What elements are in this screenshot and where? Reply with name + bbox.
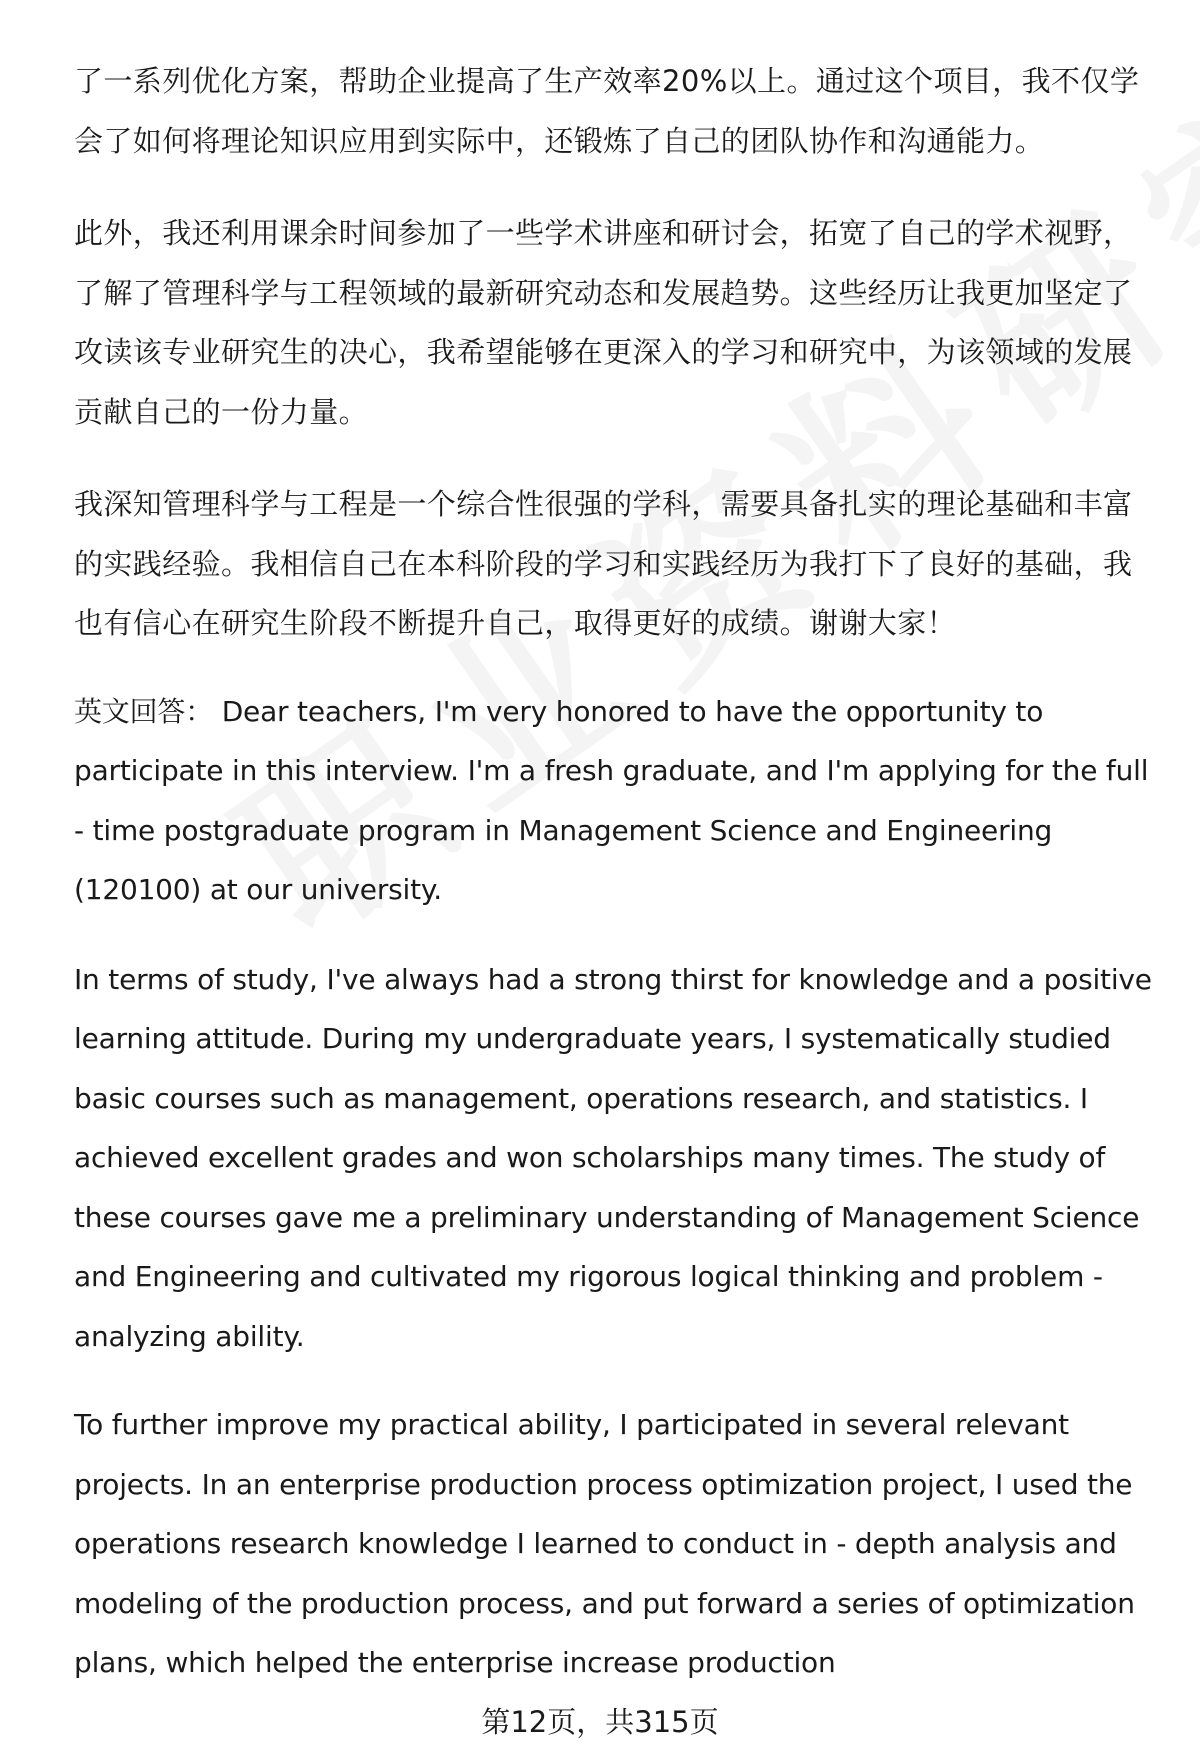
paragraph-4: 英文回答： Dear teachers, I'm very honored to have the opportunity to participate in this interview. I'm a fresh graduate, and I'm applying for the full - time postgraduate program in Management Science and Engineering (120100) at our university. xyxy=(74,694,1149,906)
paragraph-1: 了一系列优化方案，帮助企业提高了生产效率20%以上。通过这个项目，我不仅学会了如何将理论知识应用到实际中，还锻炼了自己的团队协作和沟通能力。 xyxy=(74,64,1140,158)
paragraph-5: In terms of study, I've always had a strong thirst for knowledge and a positive learning attitude. During my undergraduate years, I systematically studied basic courses such as management, operations research, and statistics. I achieved excellent grades and won scholarships many times. The study of these courses gave me a preliminary understanding of Management Science and Engineering and cultivated my rigorous logical thinking and problem - analyzing ability. xyxy=(74,962,1152,1353)
paragraph-6: To further improve my practical ability, I participated in several relevant projects. In an enterprise production process optimization project, I used the operations research knowledge I learned to conduct in - depth analysis and modeling of the production process, and put forward a series of optimization plans, which helped the enterprise increase production xyxy=(74,1408,1135,1679)
paragraph-2: 此外，我还利用课余时间参加了一些学术讲座和研讨会，拓宽了自己的学术视野，了解了管理科学与工程领域的最新研究动态和发展趋势。这些经历让我更加坚定了攻读该专业研究生的决心，我希望能够在更深入的学习和研究中，为该领域的发展贡献自己的一份力量。 xyxy=(74,216,1133,429)
page-number-footer: 第12页，共315页 xyxy=(481,1705,719,1739)
paragraph-3: 我深知管理科学与工程是一个综合性很强的学科，需要具备扎实的理论基础和丰富的实践经验。我相信自己在本科阶段的学习和实践经历为我打下了良好的基础，我也有信心在研究生阶段不断提升自己，取得更好的成绩。谢谢大家！ xyxy=(74,487,1133,640)
document-body xyxy=(74,52,1154,1723)
